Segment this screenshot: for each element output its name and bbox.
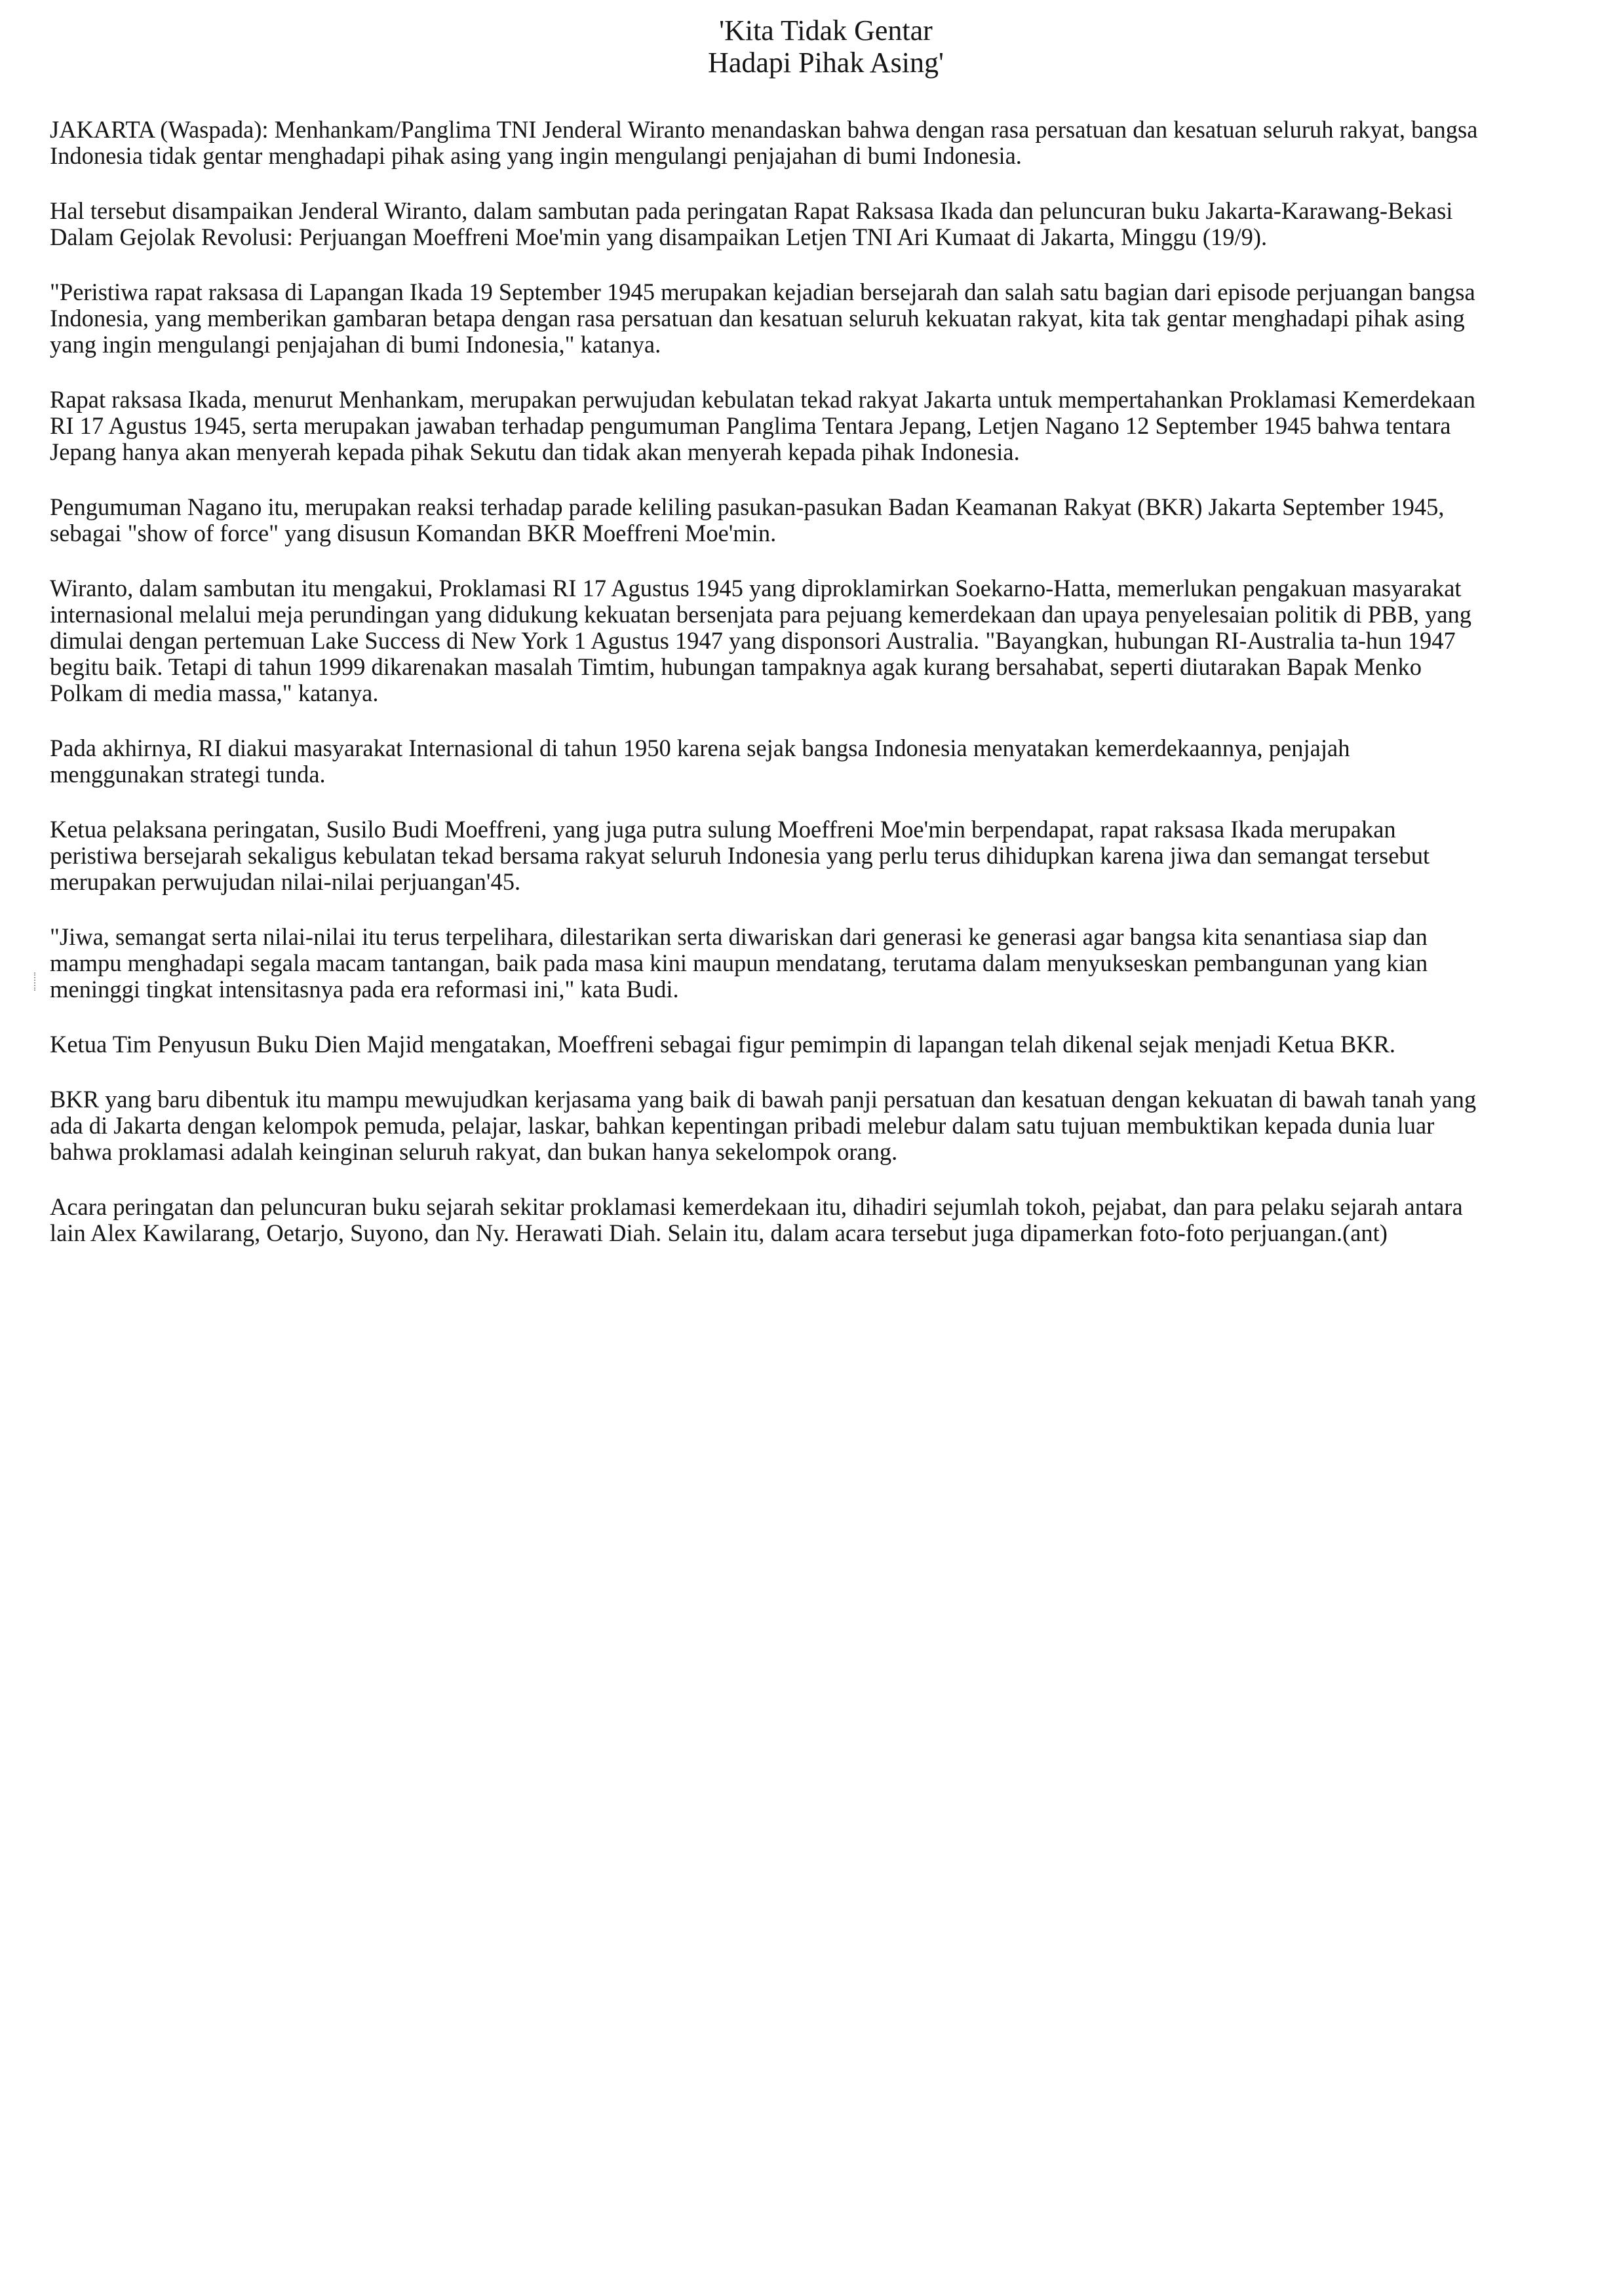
paragraph-11: BKR yang baru dibentuk itu mampu mewujudkan kerjasama yang baik di bawah panji persatuan dan kesatuan dengan kekuatan di bawah tanah yang ada di Jakarta dengan kelompok pemuda, pelajar, laskar, bahkan kepentingan pribadi melebur dalam satu tujuan membuktikan kepada dunia luar bahwa proklamasi adalah keinginan seluruh rakyat, dan bukan hanya sekelompok orang. [50, 1086, 1477, 1165]
paragraph-3: "Peristiwa rapat raksasa di Lapangan Ikada 19 September 1945 merupakan kejadian bersejarah dan salah satu bagian dari episode perjuangan bangsa Indonesia, yang memberikan gambaran betapa dengan rasa persatuan dan kesatuan seluruh kekuatan rakyat, kita tak gentar menghadapi pihak asing yang ingin mengulangi penjajahan di bumi Indonesia," katanya. [50, 278, 1475, 358]
paragraph-2: Hal tersebut disampaikan Jenderal Wiranto, dalam sambutan pada peringatan Rapat Raksasa Ikada dan peluncuran buku Jakarta-Karawang-Bekasi Dalam Gejolak Revolusi: Perjuangan Moeffreni Moe'min yang disampaikan Letjen TNI Ari Kumaat di Jakarta, Minggu (19/9). [50, 197, 1453, 250]
paragraph-7: Pada akhirnya, RI diakui masyarakat Internasional di tahun 1950 karena sejak bangsa Indonesia menyatakan kemerdekaannya, penjajah menggunakan strategi tunda. [50, 735, 1350, 788]
paragraph-12: Acara peringatan dan peluncuran buku sejarah sekitar proklamasi kemerdekaan itu, dihadiri sejumlah tokoh, pejabat, dan para pelaku sejarah antara lain Alex Kawilarang, Oetarjo, Suyono, dan Ny. Herawati Diah. Selain itu, dalam acara tersebut juga dipamerkan foto-foto perjuangan.(ant) [50, 1193, 1463, 1246]
scan-margin-mark [34, 972, 37, 991]
article-body [50, 117, 1489, 1246]
paragraph-1: JAKARTA (Waspada): Menhankam/Panglima TNI Jenderal Wiranto menandaskan bahwa dengan rasa persatuan dan kesatuan seluruh rakyat, bangsa Indonesia tidak gentar menghadapi pihak asing yang ingin mengulangi penjajahan di bumi Indonesia. [50, 116, 1478, 169]
paragraph-5: Pengumuman Nagano itu, merupakan reaksi terhadap parade keliling pasukan-pasukan Badan Keamanan Rakyat (BKR) Jakarta September 1945, sebagai "show of force" yang disusun Komandan BKR Moeffreni Moe'min. [50, 493, 1445, 546]
paragraph-10: Ketua Tim Penyusun Buku Dien Majid mengatakan, Moeffreni sebagai figur pemimpin di lapangan telah dikenal sejak menjadi Ketua BKR. [50, 1031, 1396, 1058]
paragraph-6: Wiranto, dalam sambutan itu mengakui, Proklamasi RI 17 Agustus 1945 yang diproklamirkan Soekarno-Hatta, memerlukan pengakuan masyarakat internasional melalui meja perundingan yang didukung kekuatan bersenjata para pejuang kemerdekaan dan upaya penyelesaian politik di PBB, yang dimulai dengan pertemuan Lake Success di New York 1 Agustus 1947 yang disponsori Australia. "Bayangkan, hubungan RI-Australia ta-hun 1947 begitu baik. Tetapi di tahun 1999 dikarenakan masalah Timtim, hubungan tampaknya agak kurang bersahabat, seperti diutarakan Bapak Menko Polkam di media massa," katanya. [50, 575, 1472, 706]
article-title [459, 14, 1193, 79]
paragraph-4: Rapat raksasa Ikada, menurut Menhankam, merupakan perwujudan kebulatan tekad rakyat Jakarta untuk mempertahankan Proklamasi Kemerdekaan RI 17 Agustus 1945, serta merupakan jawaban terhadap pengumuman Panglima Tentara Jepang, Letjen Nagano 12 September 1945 bahwa tentara Jepang hanya akan menyerah kepada pihak Sekutu dan tidak akan menyerah kepada pihak Indonesia. [50, 386, 1475, 465]
paragraph-8: Ketua pelaksana peringatan, Susilo Budi Moeffreni, yang juga putra sulung Moeffreni Moe'min berpendapat, rapat raksasa Ikada merupakan peristiwa bersejarah sekaligus kebulatan tekad bersama rakyat seluruh Indonesia yang perlu terus dihidupkan karena jiwa dan semangat tersebut merupakan perwujudan nilai-nilai perjuangan'45. [50, 816, 1430, 895]
title-line-2: Hadapi Pihak Asing' [708, 47, 944, 79]
paragraph-9: "Jiwa, semangat serta nilai-nilai itu terus terpelihara, dilestarikan serta diwariskan dari generasi ke generasi agar bangsa kita senantiasa siap dan mampu menghadapi segala macam tantangan, baik pada masa kini maupun mendatang, terutama dalam menyukseskan pembangunan yang kian meninggi tingkat intensitasnya pada era reformasi ini," kata Budi. [50, 923, 1428, 1003]
title-line-1: 'Kita Tidak Gentar [719, 14, 933, 47]
